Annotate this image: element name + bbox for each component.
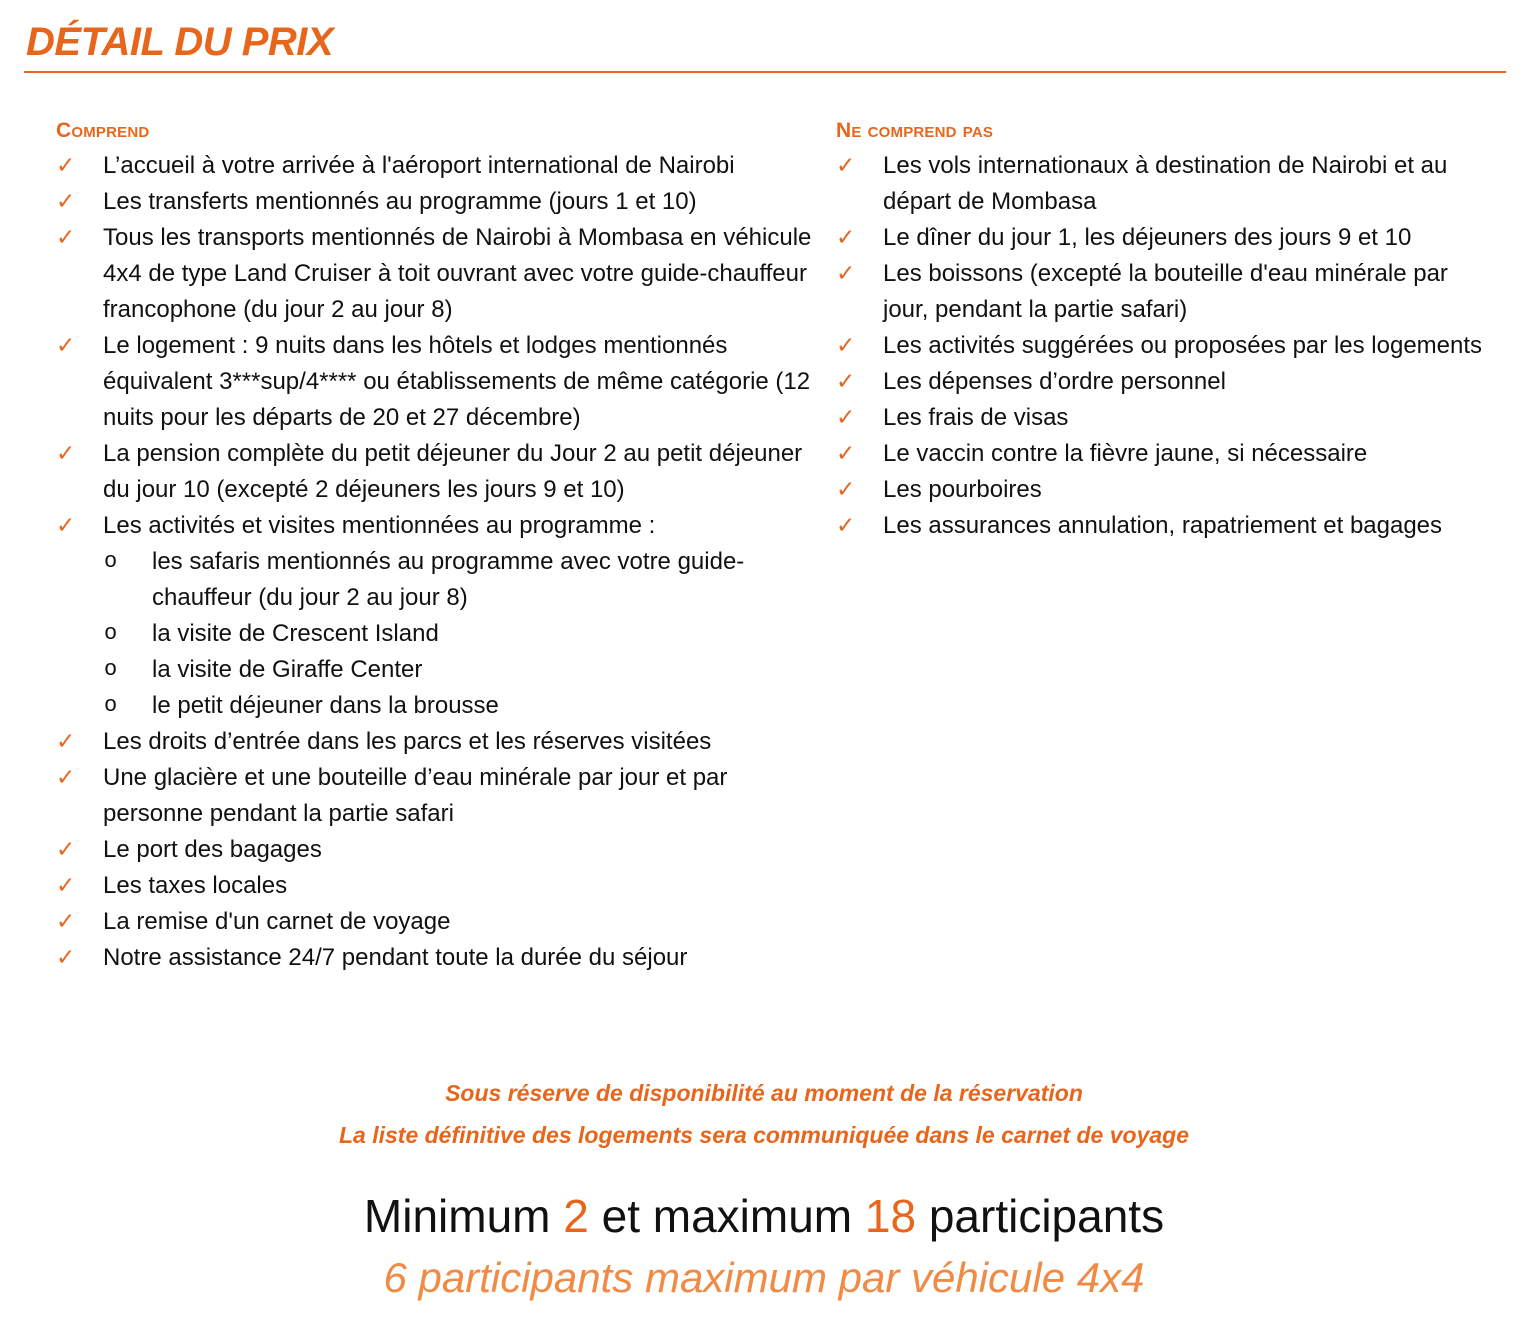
check-icon: ✓	[56, 513, 76, 539]
list-item	[836, 436, 1496, 472]
circle-bullet-icon: o	[104, 549, 118, 574]
circle-bullet-icon: o	[104, 621, 118, 646]
check-icon: ✓	[836, 369, 856, 395]
sub-list-item	[56, 616, 816, 652]
list-item-text: Tous les transports mentionnés de Nairobi à Mombasa en véhicule 4x4 de type Land Cruiser à toit ouvrant avec votre guide-chauffeur francophone (du jour 2 au jour 8)	[103, 224, 812, 323]
list-item	[56, 328, 816, 436]
sub-list-item	[56, 652, 816, 688]
list-item	[56, 724, 816, 760]
list-item-text: Les activités et visites mentionnées au programme :	[103, 512, 656, 539]
availability-notice: Sous réserve de disponibilité au moment de la réservation	[445, 1080, 1083, 1106]
list-item-text: Les pourboires	[883, 476, 1042, 503]
list-item	[56, 832, 816, 868]
lodging-notice: La liste définitive des logements sera communiquée dans le carnet de voyage	[338, 1122, 1189, 1148]
list-item-text: Les boissons (excepté la bouteille d'eau minérale par jour, pendant la partie safari)	[883, 260, 1448, 323]
list-item	[836, 148, 1496, 220]
list-item	[56, 760, 816, 832]
list-item	[56, 868, 816, 904]
circle-bullet-icon: o	[104, 657, 118, 682]
check-icon: ✓	[56, 225, 76, 251]
check-icon: ✓	[56, 153, 76, 179]
list-item-text: La remise d'un carnet de voyage	[103, 908, 451, 935]
list-item	[836, 328, 1496, 364]
sub-list-item-text: la visite de Giraffe Center	[152, 656, 423, 683]
title-divider	[24, 71, 1506, 73]
included-section	[56, 114, 816, 976]
check-icon: ✓	[836, 513, 856, 539]
circle-bullet-icon: o	[104, 693, 118, 718]
list-item-text: Les droits d’entrée dans les parcs et les réserves visitées	[103, 728, 712, 755]
included-heading: Comprend	[56, 119, 150, 142]
check-icon: ✓	[836, 441, 856, 467]
list-item-text: Le port des bagages	[103, 836, 322, 863]
list-item	[56, 508, 816, 544]
list-item-text: Les taxes locales	[103, 872, 288, 899]
list-item-text: Le logement : 9 nuits dans les hôtels et lodges mentionnés équivalent 3***sup/4**** ou établissements de même catégorie (12 nuits pour les départs de 20 et 27 décembre)	[103, 332, 811, 431]
list-item	[836, 364, 1496, 400]
list-item	[56, 220, 816, 328]
participants-max: 18	[864, 1190, 917, 1242]
check-icon: ✓	[56, 441, 76, 467]
check-icon: ✓	[56, 189, 76, 215]
list-item	[56, 184, 816, 220]
list-item-text: Les activités suggérées ou proposées par les logements	[883, 332, 1483, 359]
list-item-text: Les transferts mentionnés au programme (jours 1 et 10)	[103, 188, 697, 215]
list-item	[56, 904, 816, 940]
included-list	[56, 148, 816, 976]
list-item-text: Les dépenses d’ordre personnel	[883, 368, 1226, 395]
check-icon: ✓	[56, 837, 76, 863]
participants-middle: et maximum	[588, 1190, 865, 1242]
list-item-text: Le dîner du jour 1, les déjeuners des jours 9 et 10	[883, 224, 1412, 251]
participants-suffix: participants	[916, 1190, 1165, 1242]
list-item	[836, 256, 1496, 328]
page-title: DÉTAIL DU PRIX	[26, 20, 334, 64]
list-item	[56, 436, 816, 508]
sub-list-item-text: les safaris mentionnés au programme avec votre guide-chauffeur (du jour 2 au jour 8)	[152, 548, 745, 611]
check-icon: ✓	[56, 873, 76, 899]
check-icon: ✓	[836, 477, 856, 503]
sub-list-item-text: le petit déjeuner dans la brousse	[152, 692, 499, 719]
check-icon: ✓	[56, 765, 76, 791]
check-icon: ✓	[836, 261, 856, 287]
list-item-text: La pension complète du petit déjeuner du Jour 2 au petit déjeuner du jour 10 (excepté 2 déjeuners les jours 9 et 10)	[103, 440, 803, 503]
list-item-text: Le vaccin contre la fièvre jaune, si nécessaire	[883, 440, 1368, 467]
vehicle-capacity: 6 participants maximum par véhicule 4x4	[383, 1254, 1145, 1301]
list-item-text: Les vols internationaux à destination de Nairobi et au départ de Mombasa	[883, 152, 1448, 215]
check-icon: ✓	[56, 729, 76, 755]
excluded-section	[836, 114, 1496, 544]
sub-list-container	[56, 544, 816, 724]
check-icon: ✓	[836, 153, 856, 179]
check-icon: ✓	[56, 333, 76, 359]
sub-list-item	[56, 688, 816, 724]
list-item-text: Les frais de visas	[883, 404, 1069, 431]
list-item	[836, 400, 1496, 436]
check-icon: ✓	[56, 945, 76, 971]
sub-list	[56, 544, 816, 724]
participants-min: 2	[563, 1190, 589, 1242]
list-item	[836, 472, 1496, 508]
excluded-list	[836, 148, 1496, 544]
excluded-heading: Ne comprend pas	[836, 119, 994, 142]
participants-prefix: Minimum	[363, 1190, 564, 1242]
list-item	[56, 940, 816, 976]
check-icon: ✓	[56, 909, 76, 935]
list-item-text: Une glacière et une bouteille d’eau minérale par jour et par personne pendant la partie safari	[103, 764, 728, 827]
list-item-text: Les assurances annulation, rapatriement et bagages	[883, 512, 1443, 539]
participants-summary	[0, 1186, 1528, 1246]
list-item	[836, 508, 1496, 544]
list-item-text: L’accueil à votre arrivée à l'aéroport international de Nairobi	[103, 152, 735, 179]
check-icon: ✓	[836, 225, 856, 251]
check-icon: ✓	[836, 405, 856, 431]
sub-list-item	[56, 544, 816, 616]
list-item-text: Notre assistance 24/7 pendant toute la durée du séjour	[103, 944, 688, 971]
check-icon: ✓	[836, 333, 856, 359]
list-item	[56, 148, 816, 184]
list-item	[836, 220, 1496, 256]
sub-list-item-text: la visite de Crescent Island	[152, 620, 439, 647]
